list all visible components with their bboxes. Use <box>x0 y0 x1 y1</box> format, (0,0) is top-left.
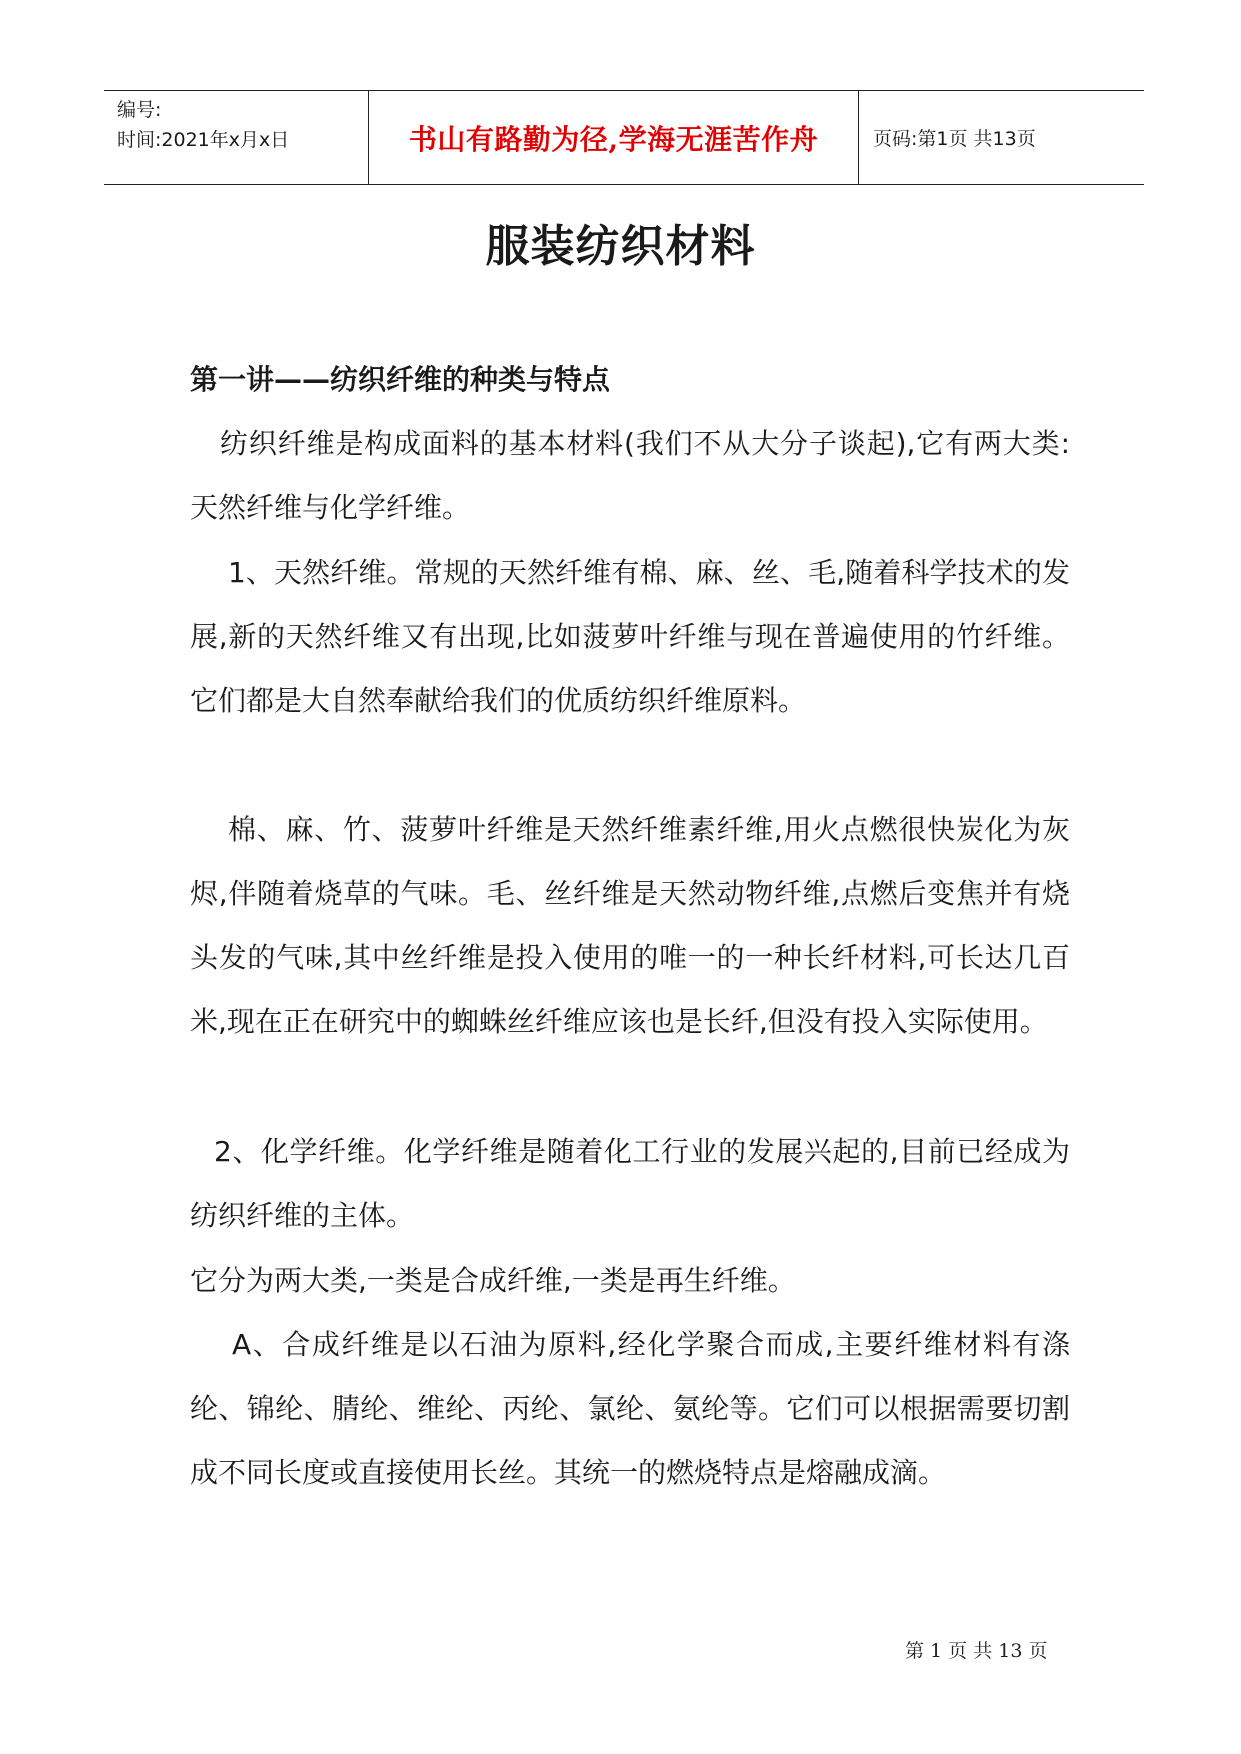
page-footer: 第 1 页 共 13 页 <box>905 1640 1048 1662</box>
paragraph: 它分为两大类,一类是合成纤维,一类是再生纤维。 <box>190 1264 796 1297</box>
paragraph: A、合成纤维是以石油为原料,经化学聚合而成,主要纤维材料有涤纶、锦纶、腈纶、维纶、丙纶、氯纶、氨纶等。它们可以根据需要切割成不同长度或直接使用长丝。其统一的燃烧特点是熔融成滴。 <box>190 1328 1070 1489</box>
motto-text: 书山有路勤为径,学海无涯苦作舟 <box>408 122 819 156</box>
header-motto-cell <box>369 91 859 184</box>
document-header-table <box>104 90 1144 185</box>
paragraph: 1、天然纤维。常规的天然纤维有棉、麻、丝、毛,随着科学技术的发展,新的天然纤维又有出现,比如菠萝叶纤维与现在普遍使用的竹纤维。它们都是大自然奉献给我们的优质纺织纤维原料。 <box>190 556 1070 717</box>
paragraph: 2、化学纤维。化学纤维是随着化工行业的发展兴起的,目前已经成为纺织纤维的主体。 <box>190 1135 1070 1232</box>
paragraph-chemical-fibers <box>190 1120 1070 1248</box>
document-title: 服装纺织材料 <box>485 221 756 272</box>
paragraph-two-types <box>190 1249 1070 1313</box>
paragraph-synthetic-fibers <box>190 1313 1070 1505</box>
document-time-label: 时间:2021年x月x日 <box>117 129 290 151</box>
header-meta-cell <box>104 91 369 184</box>
document-number-label: 编号: <box>117 99 162 121</box>
paragraph-natural-fibers <box>190 541 1070 733</box>
header-page-cell <box>859 91 1144 184</box>
paragraph-fiber-burning <box>190 798 1070 1054</box>
paragraph: 棉、麻、竹、菠萝叶纤维是天然纤维素纤维,用火点燃很快炭化为灰烬,伴随着烧草的气味。毛、丝纤维是天然动物纤维,点燃后变焦并有烧头发的气味,其中丝纤维是投入使用的唯一的一种长纤材料,可长达几百米,现在正在研究中的蜘蛛丝纤维应该也是长纤,但没有投入实际使用。 <box>190 813 1070 1038</box>
paragraph: 纺织纤维是构成面料的基本材料(我们不从大分子谈起),它有两大类:天然纤维与化学纤维。 <box>190 427 1070 524</box>
page-number-label: 页码:第1页 共13页 <box>873 128 1036 150</box>
paragraph-intro <box>190 412 1070 540</box>
section-heading: 第一讲——纺织纤维的种类与特点 <box>190 363 611 396</box>
